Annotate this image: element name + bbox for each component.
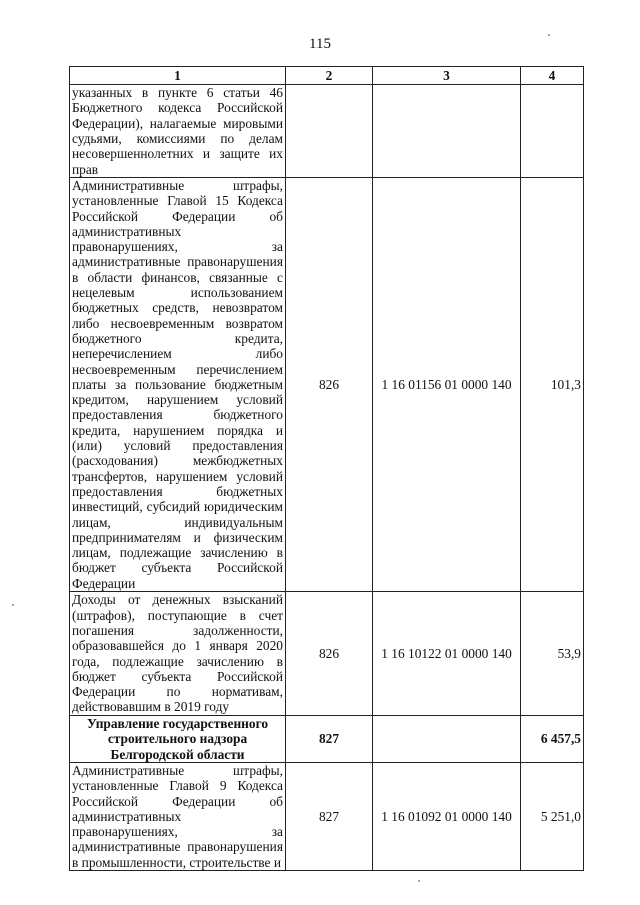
row-admin-code: 826 — [286, 592, 373, 716]
column-header-1: 1 — [70, 67, 286, 85]
row-amount — [521, 85, 584, 178]
page-number: 115 — [309, 36, 331, 52]
column-header-4: 4 — [521, 67, 584, 85]
row-name: Управление государственного строительного надзора Белгородской области — [70, 716, 286, 763]
table-row — [70, 716, 584, 763]
row-revenue-code: 1 16 10122 01 0000 140 — [373, 592, 521, 716]
table-row — [70, 85, 584, 178]
row-revenue-code — [373, 716, 521, 763]
row-revenue-code — [373, 85, 521, 178]
row-amount: 6 457,5 — [521, 716, 584, 763]
row-revenue-code: 1 16 01156 01 0000 140 — [373, 178, 521, 592]
row-name: Административные штрафы, установленные Главой 15 Кодекса Российской Федерации об административных правонарушениях, за административные правонарушения в области финансов, связанные с нецелевым использованием бюджетных средств, невозвратом либо несвоевременным возвратом бюджетного кредита, неперечислением либо несвоевременным перечислением платы за пользование бюджетным кредитом, нарушением условий предоставления бюджетного кредита, нарушением порядка и (или) условий предоставления (расходования) межбюджетных трансфертов, нарушением условий предоставления бюджетных инвестиций, субсидий юридическим лицам, индивидуальным предпринимателям и физическим лицам, подлежащие зачислению в бюджет субъекта Российской Федерации — [70, 178, 286, 592]
table-row — [70, 592, 584, 716]
table-row — [70, 762, 584, 870]
scan-speck — [418, 880, 420, 882]
row-amount: 5 251,0 — [521, 762, 584, 870]
row-name: Доходы от денежных взысканий (штрафов), поступающие в счет погашения задолженности, образовавшейся до 1 января 2020 года, подлежащие зачислению в бюджет субъекта Российской Федерации по нормативам, действовавшим в 2019 году — [70, 592, 286, 716]
scan-speck — [12, 604, 14, 606]
table-row — [70, 178, 584, 592]
scan-speck — [548, 34, 550, 36]
table-header-row — [70, 67, 584, 85]
budget-revenue-table — [69, 66, 584, 871]
row-amount: 101,3 — [521, 178, 584, 592]
row-admin-code: 827 — [286, 762, 373, 870]
column-header-3: 3 — [373, 67, 521, 85]
row-admin-code: 827 — [286, 716, 373, 763]
row-revenue-code: 1 16 01092 01 0000 140 — [373, 762, 521, 870]
row-admin-code — [286, 85, 373, 178]
row-admin-code: 826 — [286, 178, 373, 592]
row-name: Административные штрафы, установленные Главой 9 Кодекса Российской Федерации об административных правонарушениях, за административные правонарушения в промышленности, строительстве и — [70, 762, 286, 870]
row-amount: 53,9 — [521, 592, 584, 716]
row-name: указанных в пункте 6 статьи 46 Бюджетного кодекса Российской Федерации), налагаемые мировыми судьями, комиссиями по делам несовершеннолетних и защите их прав — [70, 85, 286, 178]
column-header-2: 2 — [286, 67, 373, 85]
